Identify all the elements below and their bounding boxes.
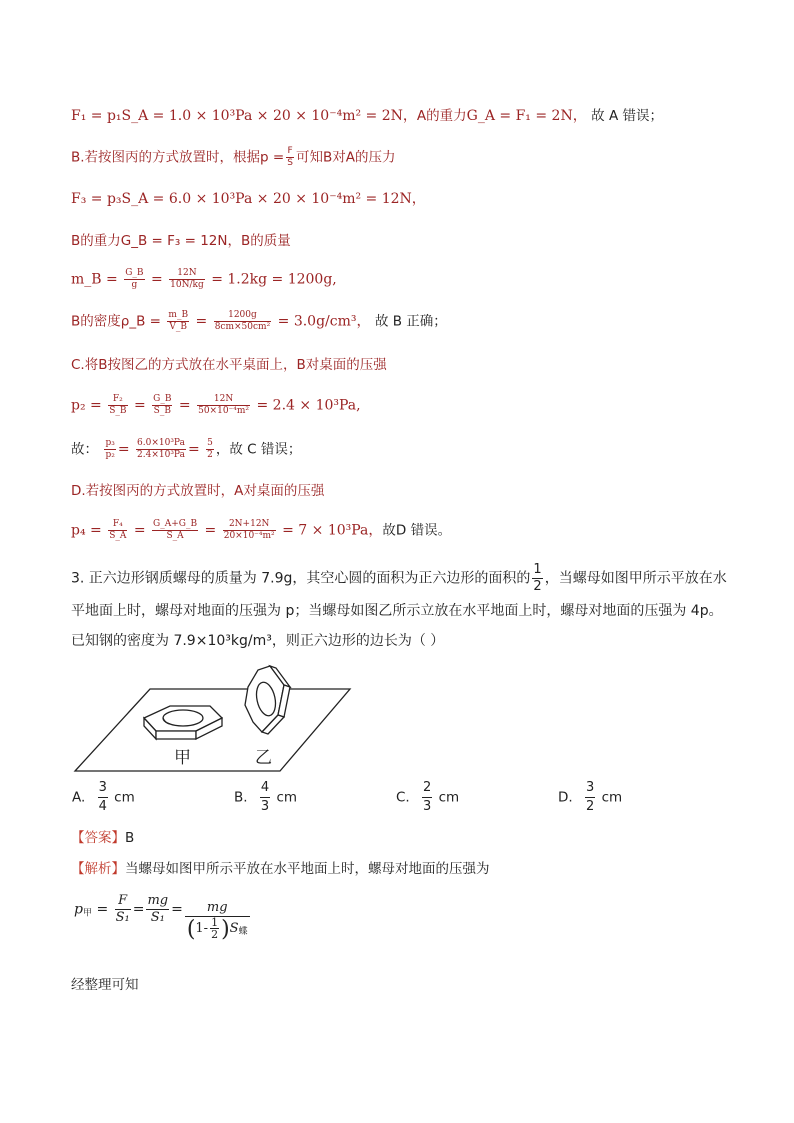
fraction-denominator: (1- $\frac{1}{2}$ )$S_蝶$ — [186, 915, 248, 942]
text-a-weight: A的重力 — [416, 108, 467, 124]
fraction-denominator: S₁ — [150, 910, 165, 925]
conclusion-c: ，故 C 错误； — [215, 441, 302, 458]
fraction-12n-area — [197, 394, 250, 417]
fraction-denominator: 10N/kg — [170, 280, 204, 290]
fraction-numerator: p₃ — [105, 438, 115, 448]
fraction-f4-sa — [108, 519, 127, 542]
question-3-line-1 — [71, 562, 731, 595]
solution-line-1 — [71, 106, 663, 126]
fraction-denominator: 3 — [260, 799, 270, 814]
p2-result: = 2.4 × 10³Pa, — [256, 397, 361, 414]
fraction-denominator: 3 — [423, 799, 432, 814]
formula-ga: G_A = F₁ = 2N， — [466, 108, 587, 124]
fraction-denominator: 2 — [211, 927, 219, 941]
formula-p-sub: 甲 — [82, 908, 92, 919]
fraction-pressure-ratio — [136, 438, 186, 461]
option-unit: cm — [438, 789, 460, 806]
fraction-f-over-s — [286, 146, 294, 169]
fraction-numerator: 1 — [211, 915, 219, 929]
analysis-label: 【解析】 — [71, 861, 125, 877]
fraction-gb-g — [124, 268, 144, 291]
fraction-numerator: m_B — [168, 310, 189, 320]
fraction-numerator: 3 — [98, 779, 108, 798]
fraction-denominator: S_B — [153, 406, 171, 416]
solution-line-5: m_B = $\frac{G\_B}{g}$ = $\frac{12N}{10N/kg}$ = 1.2kg = 1200g, — [71, 268, 337, 290]
fraction-numerator: 4 — [260, 779, 270, 798]
question-text: 3. 正六边形钢质螺母的质量为 7.9g，其空心圆的面积为正六边形的面积的 — [71, 570, 531, 587]
question-3-line-3: 已知钢的密度为 7.9×10³kg/m³，则正六边形的边长为（ ） — [71, 633, 445, 649]
fraction-denominator: V_B — [169, 322, 188, 332]
closing-line: 经整理可知 — [71, 977, 139, 993]
fraction-numerator: mg — [185, 900, 250, 917]
text-option-b-intro: B.若按图丙的方式放置时，根据p = — [71, 149, 285, 166]
fraction-p3-p2 — [104, 438, 115, 461]
fraction-one-half — [532, 562, 542, 595]
den-s-sub: 蝶 — [238, 926, 248, 937]
question-text-cont: ，当螺母如图甲所示平放在水 — [544, 570, 727, 587]
fraction-numerator: mg — [147, 893, 169, 908]
solution-line-3: F₃ = p₃S_A = 6.0 × 10³Pa × 20 × 10⁻⁴m² = 12N， — [71, 191, 426, 207]
option-fraction — [585, 779, 595, 816]
option-a[interactable] — [72, 779, 135, 816]
solution-line-2 — [71, 146, 395, 169]
fraction-f2-sb — [108, 394, 127, 417]
fraction-denominator: g — [131, 280, 138, 290]
fraction-denominator: p₂ — [105, 450, 115, 460]
fraction-numerator: 3 — [585, 779, 595, 798]
option-fraction — [260, 779, 270, 816]
solution-line-6: B的密度ρ_B = $\frac{m\_B}{V\_B}$ = $\frac{1200g}{\text{8cm×50cm²}}$ = 3.0g/cm³， 故 B 正确； — [71, 310, 447, 332]
formula-mg-over-s1 — [146, 893, 169, 926]
pressure-formula: $p_甲$ = $\frac{F}{\text{S₁}}$ = $\frac{mg}{\text{S₁}}$ = mg (1- $\frac{1}{2}$ )$S_蝶$ — [74, 893, 248, 942]
answer-line — [71, 828, 134, 848]
fraction-gb-sb — [152, 394, 172, 417]
fraction-denominator: 50×10⁻⁴m² — [198, 406, 250, 416]
fraction-numerator: 1 — [533, 562, 542, 577]
fraction-denominator: 20×10⁻⁴m² — [223, 531, 275, 541]
formula-mg-over-area — [185, 900, 250, 940]
option-c[interactable] — [396, 779, 459, 816]
conclusion-b: 故 B 正确； — [374, 313, 447, 330]
fraction-denominator: S_A — [109, 531, 127, 541]
fraction-numerator: 12N — [197, 394, 250, 406]
p2-lead: p₂ = — [71, 397, 102, 414]
formula-p: p — [74, 901, 83, 918]
option-letter: B. — [234, 789, 248, 806]
option-letter: A. — [72, 789, 86, 806]
fraction-mb-vb — [167, 310, 189, 333]
p4-lead: p₄ = — [71, 522, 102, 539]
fraction-numerator: F₂ — [108, 394, 127, 406]
p4-result: = 7 × 10³Pa， — [282, 522, 383, 539]
fraction-numerator: 2 — [422, 779, 432, 798]
fraction-numerator: G_B — [125, 268, 144, 278]
den-half — [210, 917, 219, 940]
density-lead: B的密度ρ_B = — [71, 313, 161, 330]
option-b[interactable] — [234, 779, 297, 816]
mass-lead: m_B = — [71, 271, 118, 288]
option-d[interactable] — [558, 779, 622, 816]
solution-line-10: D.若按图丙的方式放置时，A对桌面的压强 — [71, 483, 325, 499]
formula-f-over-s1 — [115, 893, 131, 926]
answer-label: 【答案】 — [71, 830, 125, 846]
fraction-numerator: G_B — [153, 394, 172, 404]
analysis-line — [71, 859, 490, 879]
analysis-text: 当螺母如图甲所示平放在水平地面上时，螺母对地面的压强为 — [125, 861, 490, 877]
fraction-denominator: S_A — [166, 531, 184, 541]
fraction-numerator: 2N+12N — [223, 519, 276, 531]
fraction-numerator: F₄ — [108, 519, 127, 531]
option-letter: D. — [558, 789, 573, 806]
question-3-line-2: 平地面上时，螺母对地面的压强为 p；当螺母如图乙所示立放在水平地面上时，螺母对地面的压强为 4p。 — [71, 603, 723, 619]
fraction-ga-gb-sa — [152, 519, 198, 542]
text-b-on-a-force: 可知B对A的压力 — [295, 149, 396, 166]
fraction-denominator: 2 — [585, 799, 595, 814]
fraction-denominator: S_B — [109, 406, 127, 416]
solution-line-9: 故： $\frac{\text{p₃}}{\text{p₂}}$ = $\frac{\text{6.0×10³Pa}}{\text{2.4×10³Pa}}$ = $\frac{5}{2}$ ，故 C 错误； — [71, 438, 302, 460]
nut-figure — [70, 660, 360, 776]
fraction-numerator: 6.0×10³Pa — [137, 438, 185, 448]
option-fraction — [422, 779, 432, 816]
mass-result: = 1.2kg = 1200g, — [211, 271, 337, 288]
conclusion-d: 故D 错误。 — [382, 522, 452, 539]
option-unit: cm — [114, 789, 135, 806]
fraction-denominator: 8cm×50cm² — [214, 322, 271, 332]
fraction-numerator: 1200g — [214, 310, 271, 322]
option-letter: C. — [396, 789, 410, 806]
fraction-1200g-volume — [214, 310, 271, 333]
ratio-lead: 故： — [71, 441, 98, 458]
den-s: S — [229, 920, 239, 936]
fraction-numerator: 12N — [169, 268, 205, 280]
fraction-12n-10nkg — [169, 268, 205, 291]
fraction-denominator: 4 — [98, 799, 107, 814]
label-jia: 甲 — [174, 748, 191, 768]
solution-line-11: p₄ = $\frac{\text{F₄}}{S\_A}$ = $\frac{G\_A+G\_B}{S\_A}$ = $\frac{2N+12N}{\text{20×10⁻⁴m²}}$ = 7 × 10³Pa，故D 错误。 — [71, 519, 452, 541]
solution-line-4: B的重力G_B = F₃ = 12N，B的质量 — [71, 233, 291, 249]
fraction-5-2 — [206, 438, 214, 461]
conclusion-a: 故 A 错误； — [591, 108, 663, 124]
formula-f1: F₁ = p₁S_A = 1.0 × 10³Pa × 20 × 10⁻⁴m² = 2N， — [71, 108, 417, 124]
fraction-numerator: F — [115, 893, 131, 910]
solution-line-7: C.将B按图乙的方式放在水平桌面上，B对桌面的压强 — [71, 357, 387, 373]
den-one-minus: 1- — [195, 920, 209, 936]
fraction-denominator: 2 — [207, 450, 213, 460]
fraction-denominator: S₁ — [115, 910, 130, 925]
fraction-14n-area — [223, 519, 276, 542]
option-unit: cm — [601, 789, 623, 806]
fraction-numerator: G_A+G_B — [153, 519, 198, 529]
fraction-numerator: F — [287, 146, 293, 156]
fraction-denominator: S — [287, 158, 293, 168]
fraction-denominator: 2 — [533, 579, 542, 594]
density-result: = 3.0g/cm³， — [277, 313, 371, 330]
fraction-numerator: 5 — [207, 438, 213, 448]
answer-value: B — [125, 830, 135, 846]
flat-nut-jia — [144, 706, 222, 739]
option-unit: cm — [276, 789, 298, 806]
standing-nut-yi — [245, 666, 290, 734]
fraction-denominator: 2.4×10³Pa — [137, 450, 185, 460]
option-fraction — [98, 779, 108, 816]
label-yi: 乙 — [255, 748, 272, 768]
solution-line-8: p₂ = $\frac{\text{F₂}}{S\_B}$ = $\frac{G\_B}{S\_B}$ = $\frac{12N}{\text{50×10⁻⁴m²}}$ = 2.4 × 10³Pa, — [71, 394, 361, 416]
